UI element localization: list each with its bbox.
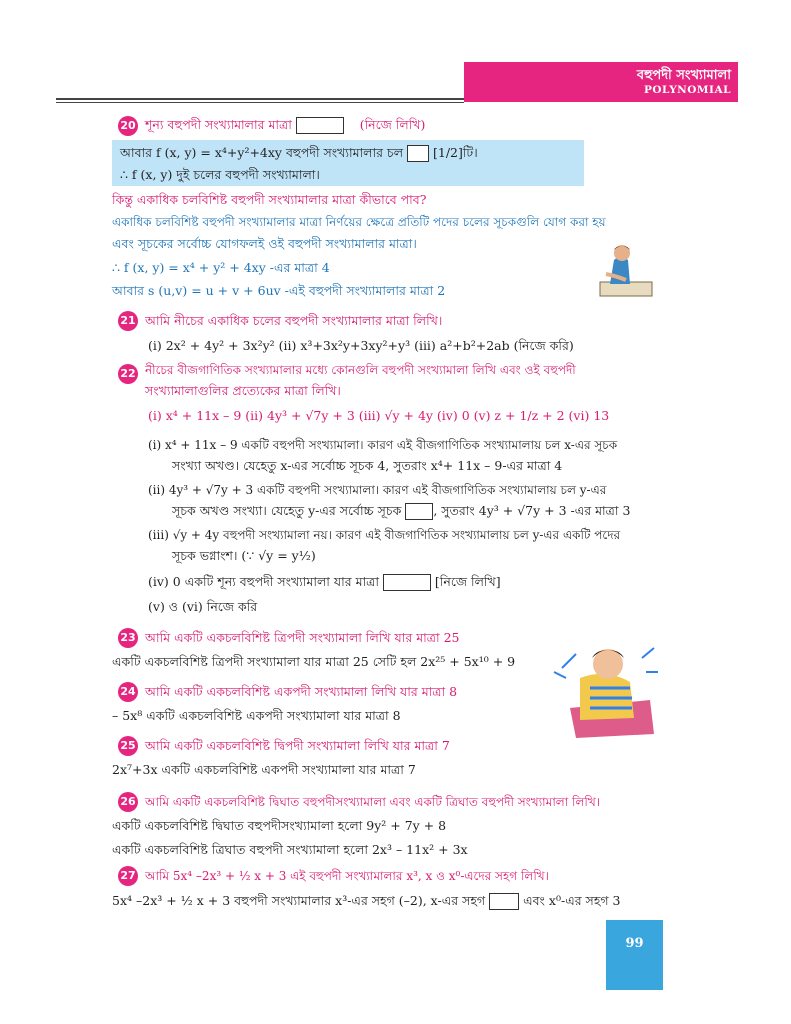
- q26-title: আমি একটি একচলবিশিষ্ট দ্বিঘাত বহুপদীসংখ্যামালা এবং একটি ত্রিঘাত বহুপদী সংখ্যামালা লিখি।: [145, 795, 601, 809]
- q20-example-2: আবার s (u,v) = u + v + 6uv -এই বহুপদী সংখ্যামালার মাত্রা 2: [112, 283, 446, 298]
- q22-list: (i) x⁴ + 11x – 9 (ii) 4y³ + √7y + 3 (iii) √y + 4y (iv) 0 (v) z + 1/z + 2 (vi) 13: [148, 408, 610, 423]
- q24-title: আমি একটি একচলবিশিষ্ট একপদী সংখ্যামালা লিখি যার মাত্রা 8: [145, 684, 458, 699]
- question-number-27: 27: [118, 866, 138, 886]
- q20-answer-1: একাধিক চলবিশিষ্ট বহুপদী সংখ্যামালার মাত্রা নির্ণয়ের ক্ষেত্রে প্রতিটি পদের চলের সূচকগুলি যোগ করা হয়: [112, 215, 606, 229]
- answer-box[interactable]: [407, 145, 429, 162]
- q23-answer: একটি একচলবিশিষ্ট ত্রিপদী সংখ্যামালা যার মাত্রা 25 সেটি হল 2x²⁵ + 5x¹⁰ + 9: [112, 654, 516, 669]
- answer-box[interactable]: [383, 574, 431, 591]
- chapter-subtitle: POLYNOMIAL: [643, 84, 731, 96]
- q20-highlight-line-1: আবার f (x, y) = x⁴+y²+4xy বহুপদী সংখ্যামালার চল [1/2]টি।: [120, 145, 478, 160]
- q26-answer-1: একটি একচলবিশিষ্ট দ্বিঘাত বহুপদীসংখ্যামালা হলো 9y² + 7y + 8: [112, 818, 447, 833]
- page-number-tab: [606, 920, 663, 990]
- q22-title-2: সংখ্যামালাগুলির প্রত্যেকের মাত্রা লিখি।: [145, 383, 341, 398]
- q26-answer-2: একটি একচলবিশিষ্ট ত্রিঘাত বহুপদী সংখ্যামালা হলো 2x³ – 11x² + 3x: [112, 842, 468, 857]
- question-number-21: 21: [118, 311, 138, 331]
- q22-ii-line-2: সূচক অখণ্ড সংখ্যা। যেহেতু y-এর সর্বোচ্চ সূচক , সুতরাং 4y³ + √7y + 3 -এর মাত্রা 3: [172, 503, 631, 518]
- answer-box[interactable]: [296, 117, 344, 134]
- child-illustration: [550, 638, 662, 742]
- q20-highlight-line-2: ∴ f (x, y) দুই চলের বহুপদী সংখ্যামালা।: [120, 167, 320, 182]
- q24-answer: – 5x⁸ একটি একচলবিশিষ্ট একপদী সংখ্যামালা যার মাত্রা 8: [112, 708, 401, 723]
- q22-iii-line-2: সূচক ভগ্নাংশ। (∵ √y = y½): [172, 548, 316, 563]
- header-rule-thin: [56, 102, 464, 103]
- question-number-22: 22: [118, 364, 138, 384]
- q22-iii-line-1: (iii) √y + 4y বহুপদী সংখ্যামালা নয়। কারণ এই বীজগাণিতিক সংখ্যামালায় চল y-এর একটি পদের: [148, 528, 621, 542]
- q22-v: (v) ও (vi) নিজে করি: [148, 599, 258, 614]
- page-number: 99: [625, 936, 644, 951]
- q22-i-line-2: সংখ্যা অখণ্ড। যেহেতু x-এর সর্বোচ্চ সূচক 4, সুতরাং x⁴+ 11x – 9-এর মাত্রা 4: [172, 458, 563, 473]
- question-number-24: 24: [118, 682, 138, 702]
- q25-title: আমি একটি একচলবিশিষ্ট দ্বিপদী সংখ্যামালা লিখি যার মাত্রা 7: [145, 738, 450, 753]
- q23-title: আমি একটি একচলবিশিষ্ট ত্রিপদী সংখ্যামালা লিখি যার মাত্রা 25: [145, 630, 460, 645]
- question-number-26: 26: [118, 792, 138, 812]
- q20-question: কিন্তু একাধিক চলবিশিষ্ট বহুপদী সংখ্যামালার মাত্রা কীভাবে পাব?: [112, 192, 427, 207]
- q20-answer-2: এবং সূচকের সর্বোচ্চ যোগফলই ওই বহুপদী সংখ্যামালার মাত্রা।: [112, 236, 417, 251]
- q21-expressions: (i) 2x² + 4y² + 3x²y² (ii) x³+3x²y+3xy²+y³ (iii) a²+b²+2ab (নিজে করি): [148, 338, 574, 353]
- q22-title-1: নীচের বীজগাণিতিক সংখ্যামালার মধ্যে কোনগুলি বহুপদী সংখ্যামালা লিখি এবং ওই বহুপদী: [145, 363, 576, 377]
- chapter-title: বহুপদী সংখ্যামালা: [636, 68, 731, 83]
- student-writing-illustration: [592, 240, 658, 302]
- question-number-23: 23: [118, 628, 138, 648]
- answer-box[interactable]: [489, 893, 519, 910]
- q22-ii-line-1: (ii) 4y³ + √7y + 3 একটি বহুপদী সংখ্যামালা। কারণ এই বীজগাণিতিক সংখ্যামালায় চল y-এর: [148, 483, 607, 497]
- q20-example-1: ∴ f (x, y) = x⁴ + y² + 4xy -এর মাত্রা 4: [112, 260, 330, 275]
- question-number-25: 25: [118, 736, 138, 756]
- q20-title: শূন্য বহুপদী সংখ্যামালার মাত্রা (নিজে লিখি): [145, 117, 426, 132]
- header-rule: [56, 98, 464, 100]
- q21-title: আমি নীচের একাধিক চলের বহুপদী সংখ্যামালার মাত্রা লিখি।: [145, 313, 443, 328]
- q25-answer: 2x⁷+3x একটি একচলবিশিষ্ট একপদী সংখ্যামালা যার মাত্রা 7: [112, 762, 416, 777]
- q27-answer: 5x⁴ –2x³ + ½ x + 3 বহুপদী সংখ্যামালার x³-এর সহগ (–2), x-এর সহগ এবং x⁰-এর সহগ 3: [112, 893, 621, 908]
- answer-box[interactable]: [405, 503, 433, 520]
- q27-title: আমি 5x⁴ –2x³ + ½ x + 3 এই বহুপদী সংখ্যামালার x³, x ও x⁰-এদের সহগ লিখি।: [145, 869, 549, 883]
- q22-i-line-1: (i) x⁴ + 11x – 9 একটি বহুপদী সংখ্যামালা। কারণ এই বীজগাণিতিক সংখ্যামালায় চল x-এর সূচক: [148, 438, 618, 452]
- q22-iv: (iv) 0 একটি শূন্য বহুপদী সংখ্যামালা যার মাত্রা [নিজে লিখি]: [148, 574, 501, 589]
- question-number-20: 20: [118, 116, 138, 136]
